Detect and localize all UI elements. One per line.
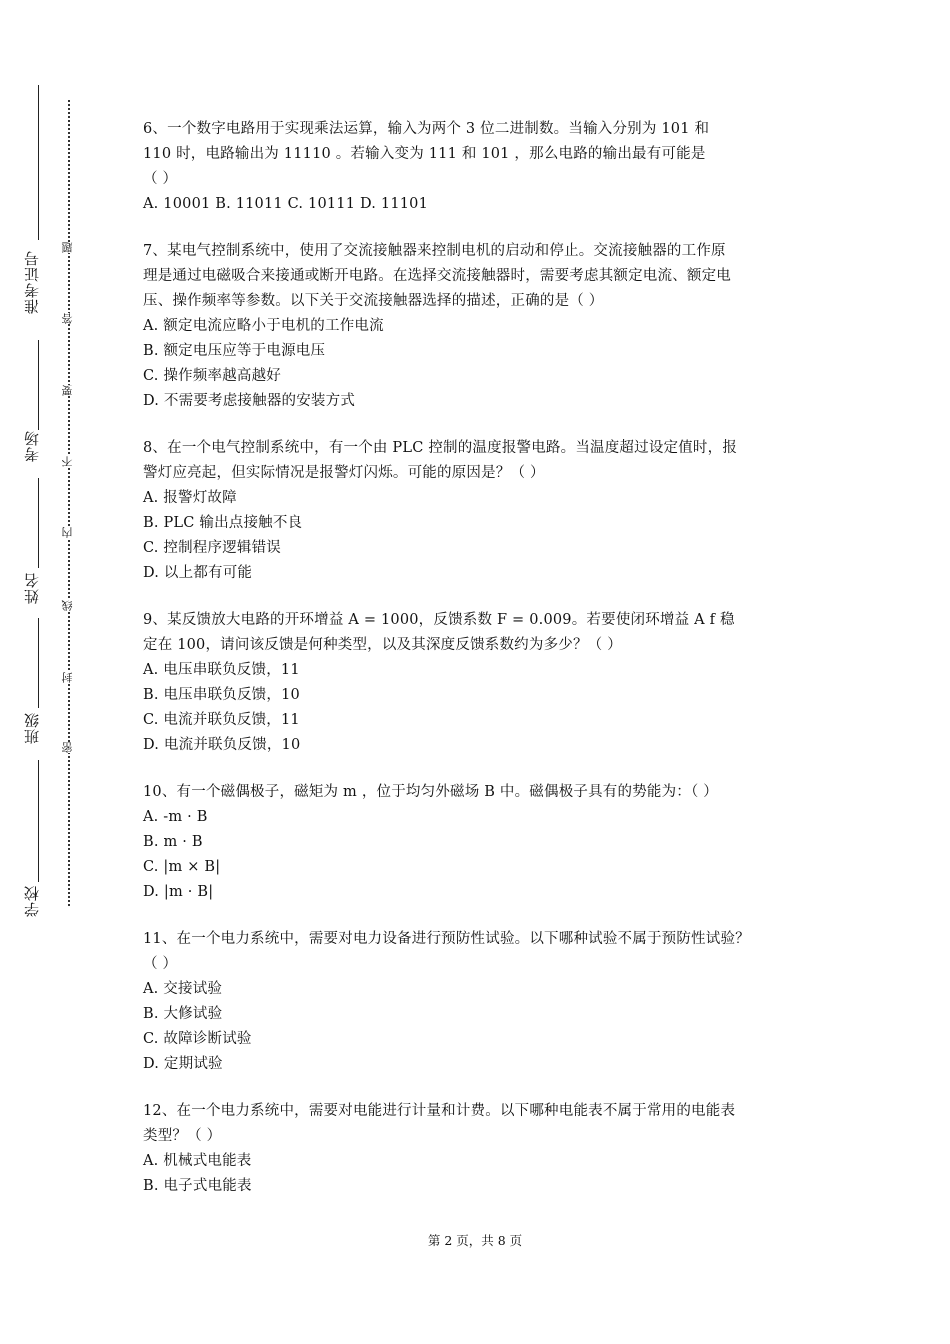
option-c: C. 控制程序逻辑错误	[143, 540, 281, 556]
question-8	[143, 436, 815, 586]
name-line	[38, 478, 39, 568]
question-stem: 6、一个数字电路用于实现乘法运算，输入为两个 3 位二进制数。当输入分别为 101 和	[143, 121, 710, 137]
question-stem: 110 时，电路输出为 11110 。若输入变为 111 和 101 ，那么电路的输出最有可能是	[143, 146, 706, 162]
option-b: B. 额定电压应等于电源电压	[143, 343, 326, 359]
exam-number-line	[38, 85, 39, 240]
seal-char: 答	[61, 313, 74, 324]
exam-number-label: 准考证号	[23, 250, 41, 314]
question-stem: 12、在一个电力系统中，需要对电能进行计量和计费。以下哪种电能表不属于常用的电能表	[143, 1103, 736, 1119]
option-d: D. |m · B|	[143, 884, 214, 900]
class-line	[38, 618, 39, 708]
question-options: A. 10001 B. 11011 C. 10111 D. 11101	[143, 196, 429, 212]
question-9	[143, 608, 815, 758]
option-b: B. 电子式电能表	[143, 1178, 252, 1194]
question-list	[143, 117, 815, 1221]
question-stem: 8、在一个电气控制系统中，有一个由 PLC 控制的温度报警电路。当温度超过设定值时，报	[143, 440, 738, 456]
question-stem: 警灯应亮起，但实际情况是报警灯闪烁。可能的原因是？（ ）	[143, 465, 545, 481]
question-stem: 11、在一个电力系统中，需要对电力设备进行预防性试验。以下哪种试验不属于预防性试验？	[143, 931, 750, 947]
option-c: C. 操作频率越高越好	[143, 368, 281, 384]
option-d: D. 电流并联负反馈，10	[143, 737, 301, 753]
option-d: D. 定期试验	[143, 1056, 223, 1072]
option-d: D. 不需要考虑接触器的安装方式	[143, 393, 356, 409]
seal-char: 题	[61, 242, 74, 253]
question-stem: 7、某电气控制系统中，使用了交流接触器来控制电机的启动和停止。交流接触器的工作原	[143, 243, 726, 259]
seal-char: 密	[61, 742, 74, 753]
option-c: C. |m × B|	[143, 859, 221, 875]
option-d: D. 以上都有可能	[143, 565, 253, 581]
question-12	[143, 1099, 815, 1199]
page-footer: 第 2 页，共 8 页	[427, 1233, 523, 1248]
question-7	[143, 239, 815, 414]
seal-dotted-line	[68, 100, 70, 906]
question-stem: 10、有一个磁偶极子，磁矩为 m ，位于均匀外磁场 B 中。磁偶极子具有的势能为：（ ）	[143, 784, 718, 800]
class-label: 班级	[23, 712, 41, 744]
question-6	[143, 117, 815, 217]
option-a: A. 机械式电能表	[143, 1153, 252, 1169]
option-a: A. 报警灯故障	[143, 490, 237, 506]
option-b: B. PLC 输出点接触不良	[143, 515, 303, 531]
question-stem: 定在 100，请问该反馈是何种类型，以及其深度反馈系数约为多少？（ ）	[143, 637, 622, 653]
option-b: B. m · B	[143, 834, 203, 850]
option-a: A. 电压串联负反馈，11	[143, 662, 300, 678]
school-line	[38, 760, 39, 882]
option-b: B. 电压串联负反馈，10	[143, 687, 300, 703]
question-stem: 9、某反馈放大电路的开环增益 A = 1000，反馈系数 F = 0.009。若要使闭环增益 A f 稳	[143, 612, 735, 628]
question-stem: （ ）	[143, 171, 178, 187]
school-label: 学校	[23, 885, 41, 917]
option-a: A. 交接试验	[143, 981, 223, 997]
seal-char: 不	[61, 456, 74, 467]
binding-margin	[0, 0, 74, 1344]
option-c: C. 故障诊断试验	[143, 1031, 252, 1047]
name-label: 姓名	[23, 572, 41, 604]
question-stem: （ ）	[143, 956, 178, 972]
seal-char: 要	[61, 385, 74, 396]
question-stem: 类型？（ ）	[143, 1128, 222, 1144]
question-10	[143, 780, 815, 905]
question-stem: 理是通过电磁吸合来接通或断开电路。在选择交流接触器时，需要考虑其额定电流、额定电	[143, 268, 731, 284]
option-a: A. -m · B	[143, 809, 208, 825]
option-a: A. 额定电流应略小于电机的工作电流	[143, 318, 384, 334]
option-c: C. 电流并联负反馈，11	[143, 712, 300, 728]
question-11	[143, 927, 815, 1077]
seal-char: 线	[61, 600, 74, 611]
seal-char: 内	[61, 527, 74, 538]
option-b: B. 大修试验	[143, 1006, 223, 1022]
seal-char: 封	[61, 672, 74, 683]
exam-room-line	[38, 340, 39, 430]
exam-room-label: 考场	[23, 430, 41, 462]
question-stem: 压、操作频率等参数。以下关于交流接触器选择的描述，正确的是（ ）	[143, 293, 604, 309]
